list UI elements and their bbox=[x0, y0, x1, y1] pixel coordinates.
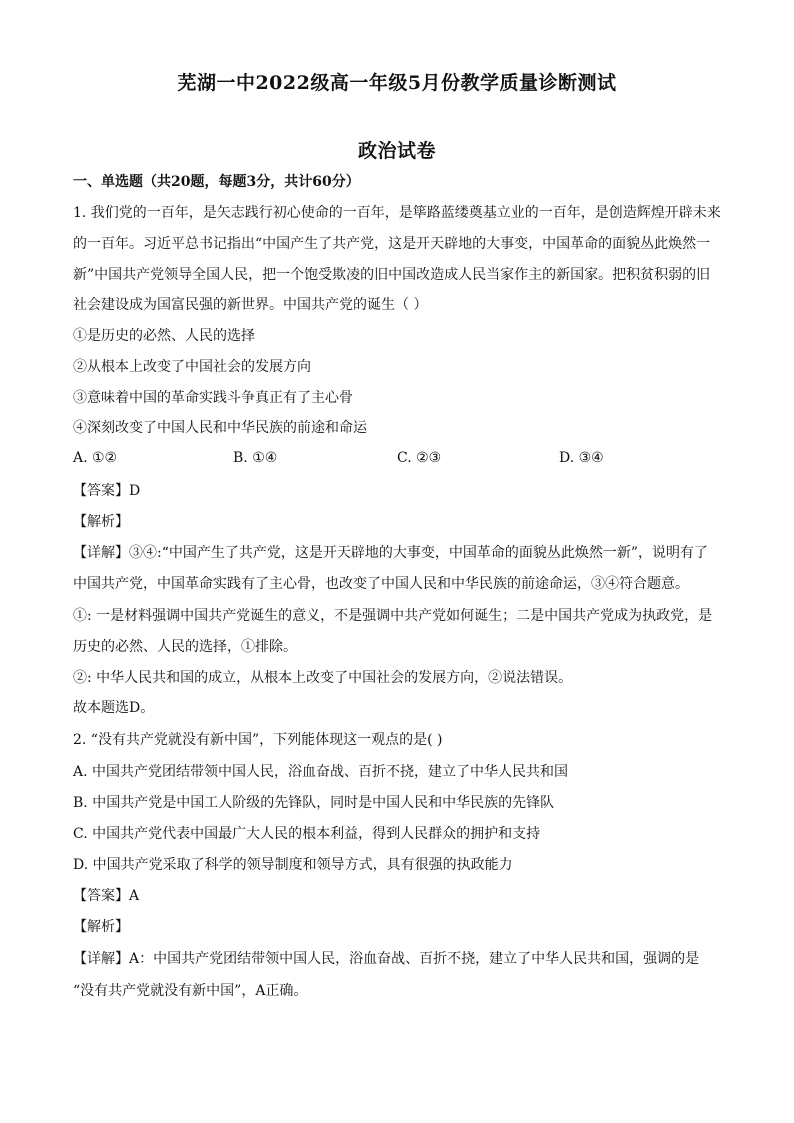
q1-option-b: B. ①④ bbox=[233, 450, 278, 466]
q2-answer: 【答案】A bbox=[73, 888, 140, 904]
q2-detail-line: “没有共产党就没有新中国”，A正确。 bbox=[73, 983, 308, 999]
q1-stem-line: 1. 我们党的一百年，是矢志践行初心使命的一百年，是筚路蓝缕奠基立业的一百年，是创造辉煌开辟未来 bbox=[73, 205, 721, 221]
q1-detail-line: 【详解】③④:“中国产生了共产党，这是开天辟地的大事变，中国革命的面貌丛此焕然一新”，说明有了 bbox=[73, 545, 709, 561]
q1-option-d: D. ③④ bbox=[559, 450, 604, 466]
q2-option-a: A. 中国共产党团结带领中国人民，浴血奋战、百折不挠，建立了中华人民共和国 bbox=[73, 764, 569, 780]
q1-option-c: C. ②③ bbox=[397, 450, 442, 466]
q2-option-c: C. 中国共产党代表中国最广大人民的根本利益，得到人民群众的拥护和支持 bbox=[73, 826, 541, 842]
q1-option-a: A. ①② bbox=[73, 450, 118, 466]
q1-detail-line: ①: 一是材料强调中国共产党诞生的意义，不是强调中共产党如何诞生；二是中国共产党成为执政党，是 bbox=[73, 608, 713, 624]
q1-options bbox=[73, 450, 733, 470]
q1-stem-line: 的一百年。习近平总书记指出“中国产生了共产党，这是开天辟地的大事变，中国革命的面貌丛此焕然一 bbox=[73, 236, 711, 252]
q2-stem: 2. “没有共产党就没有新中国”，下列能体现这一观点的是( ) bbox=[73, 732, 443, 748]
q1-statement: ①是历史的必然、人民的选择 bbox=[73, 328, 255, 344]
q1-stem-line: 社会建设成为国富民强的新世界。中国共产党的诞生（ ） bbox=[73, 297, 428, 313]
q2-option-b: B. 中国共产党是中国工人阶级的先锋队，同时是中国人民和中华民族的先锋队 bbox=[73, 795, 555, 811]
q1-detail-line: 故本题选D。 bbox=[73, 700, 155, 716]
q1-statement: ②从根本上改变了中国社会的发展方向 bbox=[73, 359, 311, 375]
exam-title: 芜湖一中2022级高一年级5月份教学质量诊断测试 bbox=[177, 72, 617, 94]
q1-detail-line: 历史的必然、人民的选择，①排除。 bbox=[73, 639, 297, 655]
q1-analysis-label: 【解析】 bbox=[73, 514, 129, 530]
q2-analysis-label: 【解析】 bbox=[73, 919, 129, 935]
q1-detail-line: 中国共产党，中国革命实践有了主心骨，也改变了中国人民和中华民族的前途命运，③④符合题意。 bbox=[73, 576, 689, 592]
q1-statement: ④深刻改变了中国人民和中华民族的前途和命运 bbox=[73, 420, 367, 436]
q2-option-d: D. 中国共产党采取了科学的领导制度和领导方式，具有很强的执政能力 bbox=[73, 857, 513, 873]
q1-stem-line: 新”中国共产党领导全国人民，把一个饱受欺凌的旧中国改造成人民当家作主的新国家。把积贫积弱的旧 bbox=[73, 267, 711, 283]
section-heading: 一、单选题（共20题，每题3分，共计60分） bbox=[73, 174, 360, 190]
exam-subtitle: 政治试卷 bbox=[357, 140, 436, 162]
q1-statement: ③意味着中国的革命实践斗争真正有了主心骨 bbox=[73, 390, 353, 406]
q1-detail-line: ②: 中华人民共和国的成立，从根本上改变了中国社会的发展方向，②说法错误。 bbox=[73, 670, 573, 686]
q2-detail-line: 【详解】A：中国共产党团结带领中国人民，浴血奋战、百折不挠，建立了中华人民共和国，强调的是 bbox=[73, 951, 700, 967]
q1-answer: 【答案】D bbox=[73, 483, 141, 499]
